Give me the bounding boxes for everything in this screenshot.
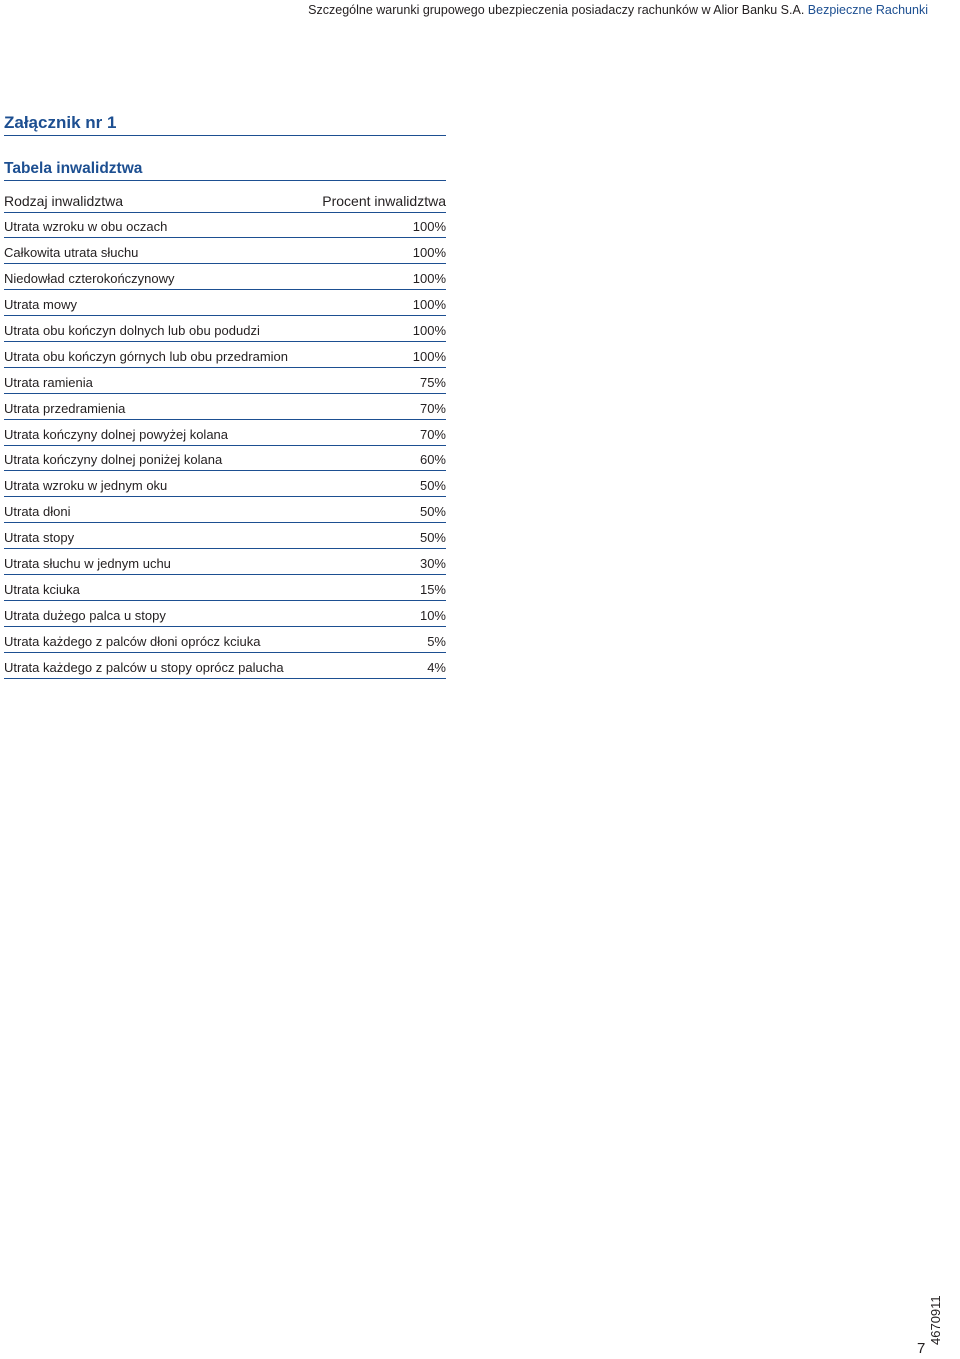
disability-type-cell: Utrata wzroku w obu oczach: [4, 219, 168, 235]
disability-percent-cell: 70%: [419, 400, 446, 416]
disability-type-cell: Utrata przedramienia: [4, 400, 126, 416]
disability-percent-cell: 100%: [412, 245, 446, 261]
disability-percent-cell: 70%: [419, 426, 446, 442]
document-code: 4670911: [928, 1295, 943, 1345]
disability-type-cell: Całkowita utrata słuchu: [4, 245, 139, 261]
table-row: [4, 420, 446, 446]
disability-percent-cell: 75%: [419, 374, 446, 390]
table-row: [4, 264, 446, 290]
disability-percent-cell: 100%: [412, 322, 446, 338]
disability-percent-cell: 30%: [419, 555, 446, 571]
table-row: [4, 290, 446, 316]
table-row: [4, 653, 446, 679]
disability-percent-cell: 15%: [419, 581, 446, 597]
column-header-type: Rodzaj inwalidztwa: [4, 192, 124, 209]
table-row: [4, 549, 446, 575]
disability-percent-cell: 100%: [412, 348, 446, 364]
disability-percent-cell: 60%: [419, 452, 446, 468]
table-row: [4, 523, 446, 549]
disability-type-cell: Utrata kończyny dolnej poniżej kolana: [4, 452, 223, 468]
disability-percent-cell: 5%: [427, 633, 446, 649]
table-row: [4, 368, 446, 394]
disability-percent-cell: 50%: [419, 530, 446, 546]
disability-type-cell: Utrata stopy: [4, 530, 75, 546]
disability-type-cell: Niedowład czterokończynowy: [4, 271, 175, 287]
disability-percent-cell: 100%: [412, 297, 446, 313]
table-row: [4, 471, 446, 497]
table-row: [4, 342, 446, 368]
disability-percent-cell: 50%: [419, 504, 446, 520]
disability-type-cell: Utrata mowy: [4, 297, 77, 313]
disability-type-cell: Utrata słuchu w jednym uchu: [4, 555, 171, 571]
page-number: 7: [917, 1340, 926, 1357]
running-header-product: Bezpieczne Rachunki: [807, 3, 928, 17]
disability-type-cell: Utrata wzroku w jednym oku: [4, 478, 168, 494]
table-row: [4, 601, 446, 627]
disability-type-cell: Utrata dużego palca u stopy: [4, 607, 166, 623]
table-row: [4, 627, 446, 653]
disability-type-cell: Utrata dłoni: [4, 504, 71, 520]
table-row: [4, 575, 446, 601]
disability-percent-cell: 100%: [412, 271, 446, 287]
table-row: [4, 213, 446, 239]
disability-percent-cell: 4%: [427, 659, 446, 675]
disability-percent-cell: 10%: [419, 607, 446, 623]
table-body: [4, 213, 446, 679]
running-header: [308, 3, 928, 17]
table-row: [4, 394, 446, 420]
running-header-text: Szczególne warunki grupowego ubezpieczenia posiadaczy rachunków w Alior Banku S.A.: [308, 3, 805, 17]
column-header-percent: Procent inwalidztwa: [322, 192, 446, 209]
table-row: [4, 316, 446, 342]
table-title: Tabela inwalidztwa: [4, 159, 446, 181]
table-header-row: [4, 186, 446, 213]
disability-type-cell: Utrata każdego z palców u stopy oprócz palucha: [4, 659, 284, 675]
disability-percent-cell: 50%: [419, 478, 446, 494]
annex-title: Załącznik nr 1: [4, 113, 446, 136]
disability-type-cell: Utrata obu kończyn górnych lub obu przedramion: [4, 348, 288, 364]
disability-table: [4, 186, 446, 679]
table-row: [4, 238, 446, 264]
table-row: [4, 446, 446, 472]
table-row: [4, 497, 446, 523]
disability-percent-cell: 100%: [412, 219, 446, 235]
disability-type-cell: Utrata obu kończyn dolnych lub obu podudzi: [4, 322, 260, 338]
disability-type-cell: Utrata kończyny dolnej powyżej kolana: [4, 426, 229, 442]
disability-type-cell: Utrata ramienia: [4, 374, 93, 390]
disability-type-cell: Utrata kciuka: [4, 581, 80, 597]
disability-type-cell: Utrata każdego z palców dłoni oprócz kciuka: [4, 633, 261, 649]
